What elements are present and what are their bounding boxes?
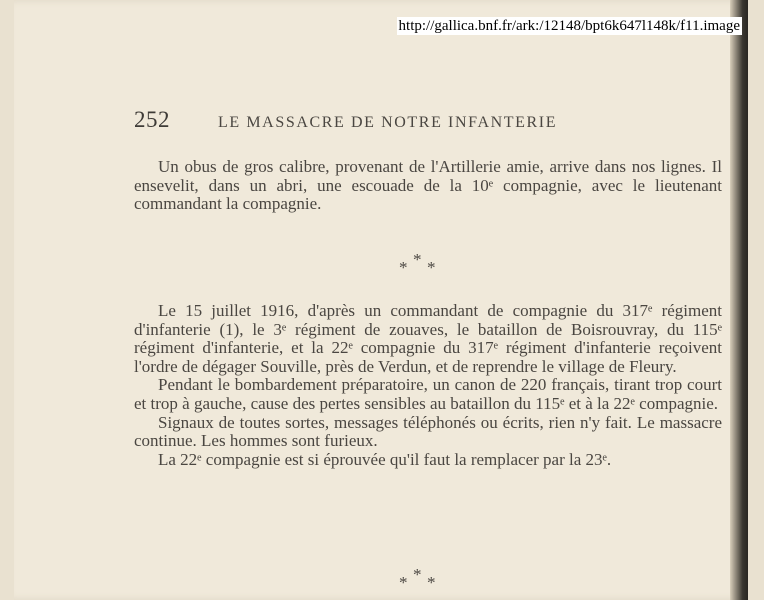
asterisk-icon: * bbox=[413, 565, 422, 584]
text-block-2 bbox=[134, 302, 722, 469]
section-separator-2 bbox=[399, 565, 459, 592]
section-separator-1 bbox=[399, 250, 459, 277]
page-header bbox=[134, 107, 724, 137]
asterisk-icon: * bbox=[399, 258, 408, 277]
source-url[interactable]: http://gallica.bnf.fr/ark:/12148/bpt6k647l148k/f11.image bbox=[398, 18, 740, 34]
text-block-1 bbox=[134, 158, 722, 214]
paragraph: Le 15 juillet 1916, d'après un commandant de compagnie du 317ᵉ régiment d'infanterie (1), le 3ᵉ régiment de zouaves, le bataillon de Boisrouvray, du 115ᵉ régiment d'infanterie, et la 22ᵉ compagnie du 317ᵉ régiment d'infanterie reçoivent l'ordre de dégager Souville, près de Verdun, et de reprendre le village de Fleury. bbox=[134, 301, 722, 376]
asterisk-icon: * bbox=[427, 573, 436, 592]
paragraph: Un obus de gros calibre, provenant de l'Artillerie amie, arrive dans nos lignes. Il ensevelit, dans un abri, une escouade de la 10ᵉ compagnie, avec le lieutenant commandant la compagnie. bbox=[134, 157, 722, 214]
page-number: 252 bbox=[134, 107, 170, 132]
paragraph: Pendant le bombardement préparatoire, un canon de 220 français, tirant trop court et trop à gauche, cause des pertes sensibles au bataillon du 115ᵉ et à la 22ᵉ compagnie. bbox=[134, 375, 722, 413]
paragraph: La 22ᵉ compagnie est si éprouvée qu'il faut la remplacer par la 23ᵉ. bbox=[158, 449, 612, 469]
asterisk-icon: * bbox=[427, 258, 436, 277]
page-edge-shadow bbox=[730, 0, 748, 600]
book-page bbox=[14, 0, 748, 600]
running-title: LE MASSACRE DE NOTRE INFANTERIE bbox=[218, 114, 558, 131]
asterisk-icon: * bbox=[413, 250, 422, 269]
asterisk-icon: * bbox=[399, 573, 408, 592]
paragraph: Signaux de toutes sortes, messages téléphonés ou écrits, rien n'y fait. Le massacre continue. Les hommes sont furieux. bbox=[134, 412, 722, 451]
